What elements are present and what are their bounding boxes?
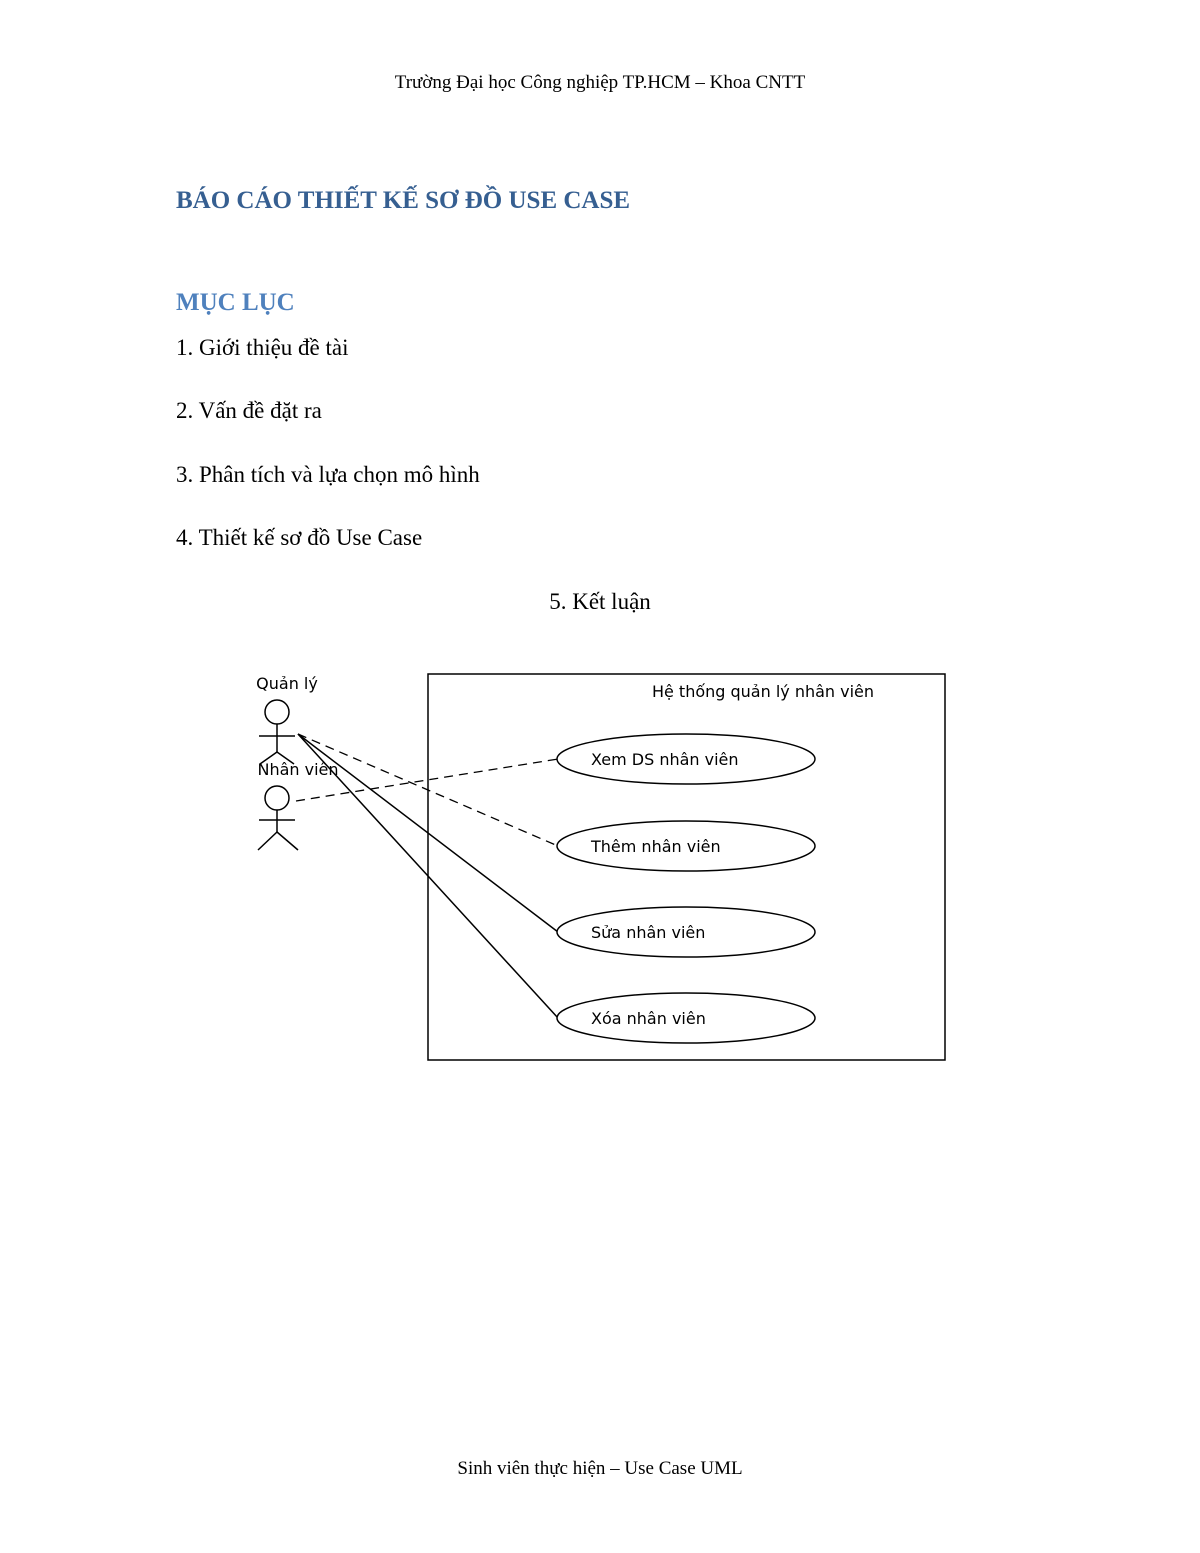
actor-manager xyxy=(256,674,318,764)
toc-item-3: 3. Phân tích và lựa chọn mô hình xyxy=(176,462,480,487)
use-case-delete-label: Xóa nhân viên xyxy=(591,1009,706,1028)
page-header: Trường Đại học Công nghiệp TP.HCM – Khoa CNTT xyxy=(394,72,806,93)
use-case-add xyxy=(557,821,815,871)
system-name: Hệ thống quản lý nhân viên xyxy=(651,682,875,701)
use-case-add-label: Thêm nhân viên xyxy=(591,837,721,856)
toc-heading: MỤC LỤC xyxy=(176,289,295,316)
use-case-delete xyxy=(557,993,815,1043)
actor-employee-label: Nhân viên xyxy=(257,760,339,779)
report-title: BÁO CÁO THIẾT KẾ SƠ ĐỒ USE CASE xyxy=(176,187,631,214)
use-case-edit xyxy=(557,907,815,957)
use-case-view-list-label: Xem DS nhân viên xyxy=(591,750,739,769)
actor-manager-label: Quản lý xyxy=(256,674,318,693)
toc-item-5: 5. Kết luận xyxy=(549,589,651,614)
actor-manager-head xyxy=(265,700,289,724)
use-case-edit-label: Sửa nhân viên xyxy=(591,923,706,942)
use-case-diagram xyxy=(0,640,1200,1080)
toc-item-2: 2. Vấn đề đặt ra xyxy=(176,398,322,423)
toc-item-4: 4. Thiết kế sơ đồ Use Case xyxy=(176,525,423,550)
use-case-view-list xyxy=(557,734,815,784)
actor-employee xyxy=(257,760,338,850)
toc-item-1: 1. Giới thiệu đề tài xyxy=(176,335,349,360)
actor-employee-head xyxy=(265,786,289,810)
page-footer: Sinh viên thực hiện – Use Case UML xyxy=(457,1458,743,1479)
